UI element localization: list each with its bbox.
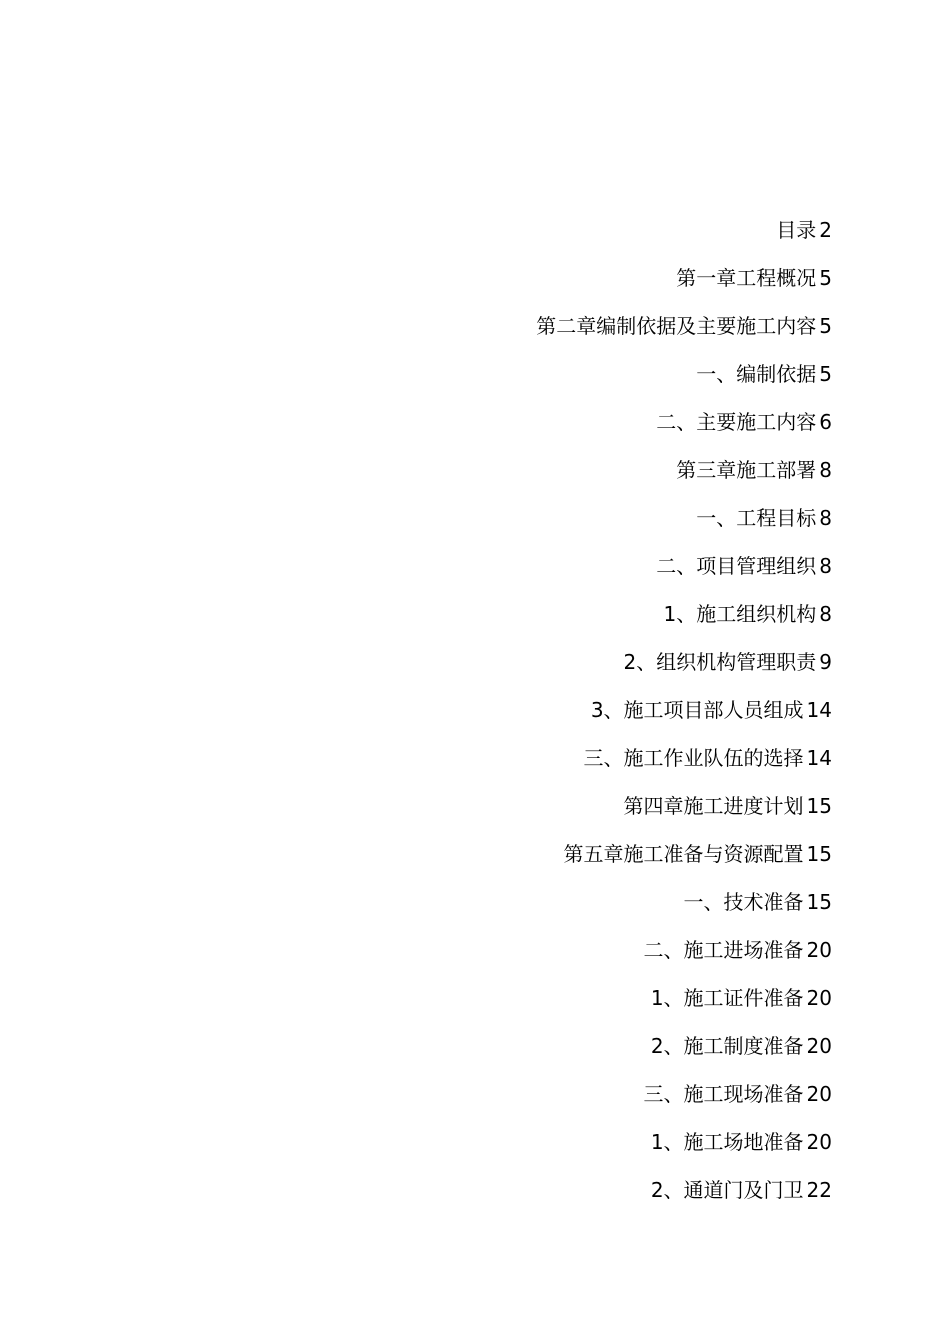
toc-entry xyxy=(132,926,832,974)
toc-entry-title: 一、工程目标 xyxy=(696,506,817,530)
toc-entry xyxy=(132,830,832,878)
toc-entry xyxy=(132,638,832,686)
toc-entry xyxy=(132,446,832,494)
toc-entry-title: 第三章施工部署 xyxy=(676,458,817,482)
toc-entry-title: 三、施工现场准备 xyxy=(643,1082,804,1106)
toc-entry-title: 目录 xyxy=(776,218,817,242)
toc-entry-page: 20 xyxy=(806,1082,832,1106)
toc-entry xyxy=(132,206,832,254)
toc-entry-title: 2、通道门及门卫 xyxy=(650,1178,804,1202)
toc-entry-page: 20 xyxy=(806,1034,832,1058)
toc-entry-page: 14 xyxy=(806,746,832,770)
toc-entry-page: 8 xyxy=(819,458,832,482)
toc-entry xyxy=(132,302,832,350)
toc-entry-page: 14 xyxy=(806,698,832,722)
toc-entry xyxy=(132,1070,832,1118)
toc-entry-page: 15 xyxy=(806,842,832,866)
toc-entry-title: 二、项目管理组织 xyxy=(656,554,817,578)
toc-entry xyxy=(132,494,832,542)
toc-entry xyxy=(132,734,832,782)
toc-entry xyxy=(132,782,832,830)
toc-entry xyxy=(132,1022,832,1070)
toc-entry xyxy=(132,878,832,926)
toc-entry-title: 三、施工作业队伍的选择 xyxy=(583,746,804,770)
toc-entry xyxy=(132,350,832,398)
toc-entry-page: 5 xyxy=(819,266,832,290)
toc-entry-title: 第一章工程概况 xyxy=(676,266,817,290)
toc-entry-page: 15 xyxy=(806,890,832,914)
toc-entry-page: 8 xyxy=(819,554,832,578)
toc-entry xyxy=(132,1166,832,1214)
toc-entry-title: 1、施工场地准备 xyxy=(650,1130,804,1154)
toc-entry xyxy=(132,590,832,638)
toc-entry xyxy=(132,254,832,302)
toc-entry-title: 1、施工证件准备 xyxy=(650,986,804,1010)
toc-entry-page: 6 xyxy=(819,410,832,434)
toc-entry-page: 20 xyxy=(806,1130,832,1154)
toc-entry-page: 15 xyxy=(806,794,832,818)
toc-entry xyxy=(132,686,832,734)
toc-entry-title: 第四章施工进度计划 xyxy=(623,794,804,818)
toc-entry-title: 第五章施工准备与资源配置 xyxy=(563,842,804,866)
toc-entry-page: 5 xyxy=(819,362,832,386)
toc-entry-title: 一、技术准备 xyxy=(683,890,804,914)
toc-entry xyxy=(132,974,832,1022)
toc-entry xyxy=(132,1118,832,1166)
toc-entry-title: 1、施工组织机构 xyxy=(663,602,817,626)
toc-entry-title: 2、组织机构管理职责 xyxy=(623,650,817,674)
toc-entry-page: 20 xyxy=(806,986,832,1010)
toc-entry-page: 22 xyxy=(806,1178,832,1202)
toc-entry-title: 2、施工制度准备 xyxy=(650,1034,804,1058)
toc-entry-page: 2 xyxy=(819,218,832,242)
toc-entry-title: 第二章编制依据及主要施工内容 xyxy=(536,314,817,338)
toc-entry-page: 8 xyxy=(819,506,832,530)
table-of-contents xyxy=(132,206,832,1214)
toc-entry-title: 3、施工项目部人员组成 xyxy=(590,698,804,722)
toc-entry-page: 5 xyxy=(819,314,832,338)
toc-entry-page: 20 xyxy=(806,938,832,962)
toc-entry-page: 9 xyxy=(819,650,832,674)
toc-entry xyxy=(132,398,832,446)
toc-entry-page: 8 xyxy=(819,602,832,626)
toc-entry-title: 二、施工进场准备 xyxy=(643,938,804,962)
toc-entry xyxy=(132,542,832,590)
toc-entry-title: 一、编制依据 xyxy=(696,362,817,386)
toc-entry-title: 二、主要施工内容 xyxy=(656,410,817,434)
